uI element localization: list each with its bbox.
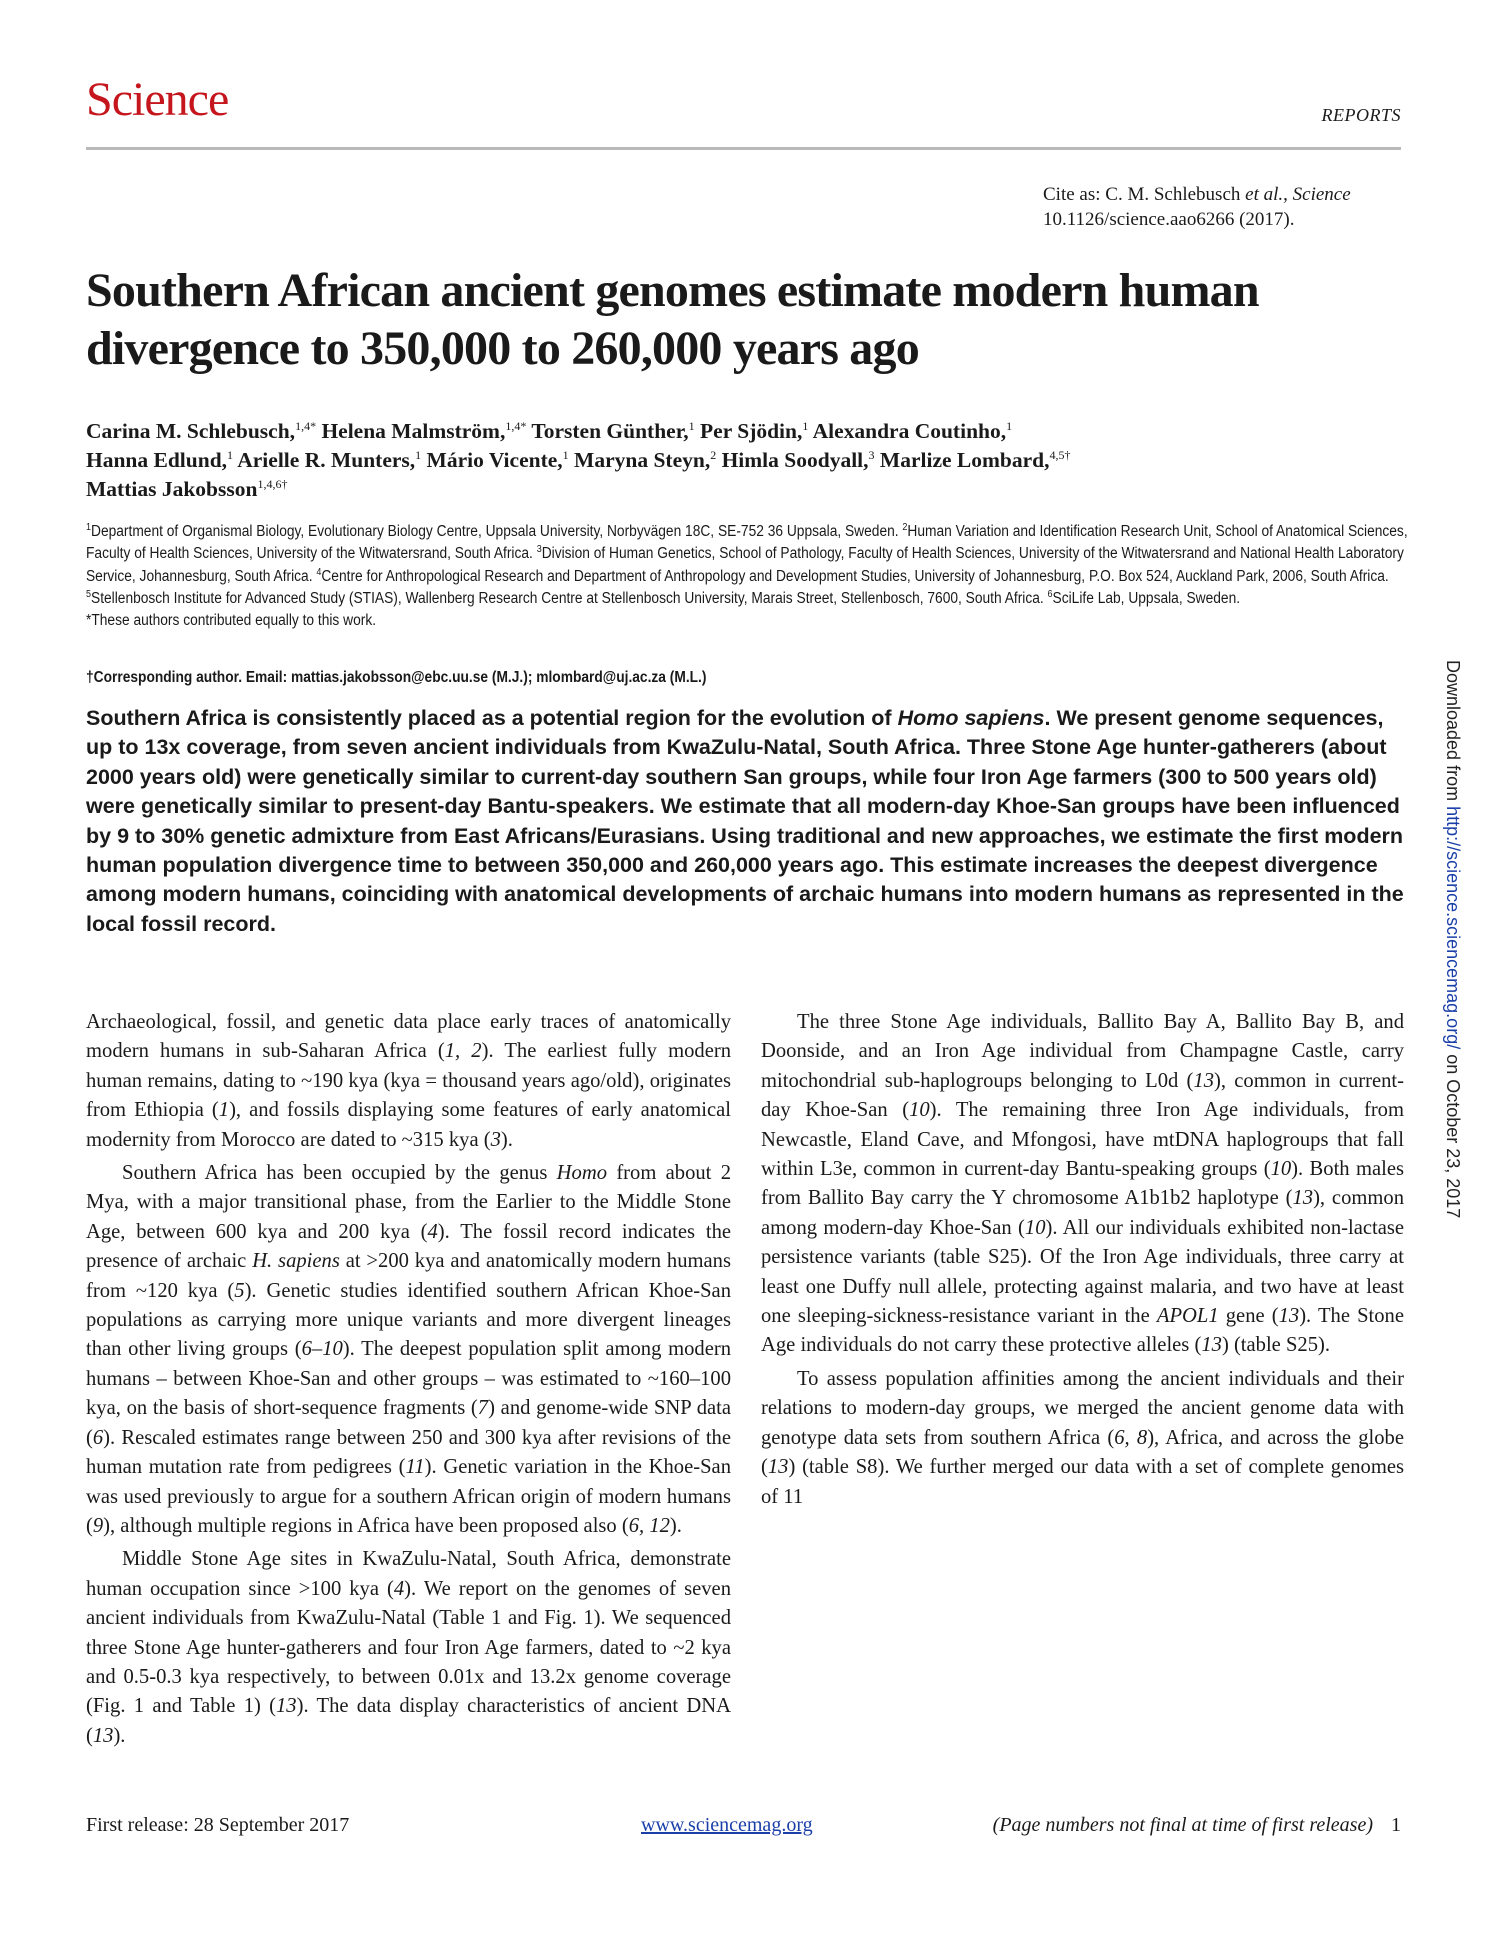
corresponding-author: †Corresponding author. Email: mattias.jakobsson@ebc.uu.se (M.J.); mlombard@uj.ac.za (M.L.) [86,669,707,686]
author-affiliation-marker: 1,4* [295,419,317,433]
download-link[interactable]: http://science.sciencemag.org/ [1443,806,1463,1050]
body-text-run: Archaeological, fossil, and genetic data place early traces of anatomically modern humans in sub-Saharan Africa ( [86,1011,731,1063]
body-text-run: ). The earliest fully modern human remains, dating to ~190 kya (kya = thousand years ago/old), originates from Ethiopia ( [86,1040,731,1122]
body-italic-ref: 11 [405,1456,425,1479]
affiliation-entry: Division of Human Genetics, School of Pathology, Faculty of Health Sciences, University of the Witwatersrand and National Health Laboratory Service, Johannesburg, South Africa. [86,545,1404,585]
body-paragraph-3 [86,1545,731,1751]
affiliation-entry: Human Variation and Identification Research Unit, School of Anatomical Sciences, Faculty of Health Sciences, University of the Witwatersrand, South Africa. [86,523,1408,563]
author-name-text: Carina M. Schlebusch, [86,419,296,443]
affiliation-entry: SciLife Lab, Uppsala, Sweden. [1052,589,1241,607]
author-name-text: Marlize Lombard, [879,448,1050,472]
body-text-run: from about 2 Mya, with a major transitional phase, from the Earlier to the Middle Stone Age, between 600 kya and 200 kya ( [86,1162,731,1243]
body-text-run: Middle Stone Age sites in KwaZulu-Natal, South Africa, demonstrate human occupation since >100 kya ( [86,1548,731,1600]
body-italic-ref: 10 [1024,1216,1046,1239]
body-italic-ref: 3 [490,1128,501,1151]
body-text-run: The three Stone Age individuals, Ballito Bay A, Ballito Bay B, and Doonside, and an Iron Age individual from Champagne Castle, carry mitochondrial sub-haplogroups belonging to L0d ( [761,1011,1404,1092]
body-column-left [86,1008,731,1755]
affiliation-number: 3 [536,544,542,556]
body-text-run: ). The remaining three Iron Age individuals, from Newcastle, Eland Cave, and Mfongosi, have mtDNA haplogroups that fall within L3e, common in current-day Bantu-speaking groups ( [761,1099,1405,1181]
author-name [427,448,569,472]
body-italic-ref: 10 [1270,1158,1292,1181]
citation-authors: Cite as: C. M. Schlebusch [1043,184,1246,205]
citation-journal: Science [1292,184,1351,205]
author-name [237,448,421,472]
section-label: REPORTS [1321,105,1401,125]
affiliation-text [86,521,1409,610]
body-text-run: ), Africa, and across the globe ( [761,1426,1404,1479]
author-name-text: Mário Vicente, [426,448,563,472]
page-number-note: (Page numbers not final at time of first release) [992,1814,1373,1836]
body-text-run: ). The fossil record indicates the presence of archaic [86,1220,732,1273]
equal-contribution-note: *These authors contributed equally to this work. [86,612,377,630]
author-affiliation-marker: 1 [562,448,569,462]
author-name-text: Per Sjödin, [700,419,803,443]
body-text-run: ), although multiple regions in Africa have been proposed also ( [103,1514,629,1537]
body-italic-ref: 13 [767,1456,789,1479]
body-text-run: Southern Africa has been occupied by the genus [122,1162,557,1185]
author-name-text: Alexandra Coutinho, [812,419,1007,443]
author-affiliation-marker: 1 [1006,419,1013,433]
download-note-prefix: Downloaded from [1443,660,1463,807]
author-affiliation-marker: 1 [415,448,422,462]
body-text-run: To assess population affinities among the ancient individuals and their relations to modern-day groups, we merged the ancient genome data with genotype data sets from southern Africa ( [761,1367,1404,1449]
article-title: Southern African ancient genomes estimate modern human divergence to 350,000 to 260,000 years ago [86,264,1259,375]
body-italic-ref: 4 [427,1220,438,1243]
body-text-run: ). Genetic variation in the Khoe-San was used previously to argue for a southern African origin of modern humans ( [86,1456,731,1537]
affiliations [86,521,1409,632]
affiliation-number: 4 [316,566,322,578]
body-text-run: ). [113,1724,126,1747]
affiliation-entry: Centre for Anthropological Research and Department of Anthropology and Development Studies, University of Johannesburg, P.O. Box 524, Auckland Park, 2006, South Africa. [321,567,1389,585]
affiliation-entry: Department of Organismal Biology, Evolutionary Biology Centre, Uppsala University, Norbyvägen 18C, SE-752 36 Uppsala, Sweden. [91,523,903,540]
author-affiliation-marker: 1,4,6† [257,477,288,491]
citation-line-1 [1001,182,1401,207]
body-column-right [761,1008,1404,1516]
affiliation-entry: Stellenbosch Institute for Advanced Study (STIAS), Wallenberg Research Centre at Stellenbosch University, Marais Street, Stellenbosch, 7600, South Africa. [91,589,1048,607]
body-italic-ref: 13 [1292,1187,1314,1210]
author-name [86,477,287,501]
body-italic-ref: 13 [1278,1305,1300,1328]
body-italic-ref: 7 [477,1397,489,1420]
body-text-run: ), and fossils displaying some features of early anatomical modernity from Morocco are dated to ~315 kya ( [86,1099,731,1151]
body-text-run: ), common in current-day Khoe-San ( [761,1069,1404,1122]
body-italic-ref: 1 [218,1099,230,1122]
body-italic-ref: 4 [393,1577,405,1600]
page-number: 1 [1391,1814,1401,1836]
author-affiliation-marker: 1 [227,448,234,462]
author-name [880,448,1071,472]
header-divider [86,147,1401,150]
body-paragraph-1 [86,1008,731,1155]
body-text-run: ). [500,1128,513,1151]
author-affiliation-marker: 1,4* [505,419,527,433]
author-name [86,419,316,443]
citation-block [1001,182,1401,232]
body-italic-ref: 6–10 [301,1338,343,1361]
body-text-run: ) and genome-wide SNP data ( [86,1397,731,1449]
body-paragraph-2 [86,1159,731,1541]
page-footer [86,1812,1401,1838]
body-italic-ref: 5 [234,1279,245,1302]
body-italic-ref: 6, 8 [1114,1426,1148,1449]
body-italic-ref: 6 [92,1426,104,1449]
abstract-species: Homo sapiens [897,706,1045,730]
body-paragraph-5 [761,1365,1404,1512]
author-name [813,419,1013,443]
body-text-run: ), common among modern-day Khoe-San ( [761,1187,1404,1239]
body-italic-ref: 1, 2 [444,1040,482,1063]
journal-link[interactable]: www.sciencemag.org [641,1814,813,1836]
author-affiliation-marker: 4,5† [1049,448,1071,462]
author-affiliation-marker: 1 [802,419,809,433]
author-name [86,448,233,472]
author-name [700,419,808,443]
citation-doi: 10.1126/science.aao6266 (2017). [1043,209,1295,230]
body-text-run: ). The Stone Age individuals do not carry these protective alleles ( [761,1305,1404,1357]
affiliation-number: 1 [86,522,92,533]
body-text-run: ). Rescaled estimates range between 250 and 300 kya after revisions of the human mutation rate from pedigrees ( [86,1426,731,1479]
body-text-run: ). We report on the genomes of seven ancient individuals from KwaZulu-Natal (Table 1 and Fig. 1). We sequenced three Stone Age hunter-gatherers and four Iron Age farmers, dated to ~2 kya and 0.5-0.3 kya respectively, to between 0.01x and 13.2x genome coverage (Fig. 1 and Table 1) ( [86,1577,731,1718]
download-note [1442,660,1464,1219]
journal-logo: Science [86,73,229,126]
author-name-text: Arielle R. Munters, [237,448,416,472]
release-date: First release: 28 September 2017 [86,1814,350,1836]
body-italic-ref: 6, 12 [628,1514,670,1537]
citation-separator: , [1283,184,1293,205]
body-italic-ref: 13 [1193,1069,1215,1092]
body-text-run: ). Both males from Ballito Bay carry the Y chromosome A1b1b2 haplotype ( [761,1158,1405,1210]
body-text-run: ). [669,1514,682,1537]
author-name-text: Torsten Günther, [531,419,689,443]
body-text-run: at >200 kya and anatomically modern humans from ~120 kya ( [86,1250,731,1302]
body-italic-ref: 13 [276,1695,297,1718]
author-name-text: Maryna Steyn, [574,448,711,472]
body-italic-ref: APOL1 [1156,1305,1219,1328]
author-name-text: Helena Malmström, [321,419,506,443]
abstract-text-1: Southern Africa is consistently placed as a potential region for the evolution of [86,706,898,730]
body-italic-ref: Homo [556,1162,608,1185]
author-name [722,448,875,472]
author-name-text: Mattias Jakobsson [86,477,258,501]
body-italic-ref: 13 [92,1724,114,1747]
author-list [86,417,1416,504]
affiliation-number: 6 [1047,588,1053,600]
body-text-run: ). All our individuals exhibited non-lactase persistence variants (table S25). Of the Iron Age individuals, three carry at least one Duffy null allele, protecting against malaria, and two have at least one sleeping-sickness-resistance variant in the [761,1216,1404,1328]
body-text-run: ) (table S8). We further merged our data with a set of complete genomes of 11 [761,1456,1404,1508]
body-italic-ref: 9 [92,1514,104,1537]
affiliation-number: 5 [86,588,92,600]
download-note-date: on October 23, 2017 [1443,1049,1463,1219]
author-affiliation-marker: 1 [688,419,695,433]
citation-etal: et al. [1245,184,1284,205]
author-name [531,419,694,443]
author-name [574,448,716,472]
author-affiliation-marker: 3 [868,448,875,462]
body-text-run: ). The data display characteristics of ancient DNA ( [86,1695,731,1747]
author-affiliation-marker: 2 [710,448,717,462]
body-italic-ref: 13 [1201,1334,1222,1357]
affiliation-number: 2 [902,522,908,533]
body-italic-ref: H. sapiens [252,1250,340,1273]
abstract-text-2: . We present genome sequences, up to 13x coverage, from seven ancient individuals from KwaZulu-Natal, South Africa. Three Stone Age hunter-gatherers (about 2000 years old) were genetically similar to current-day southern San groups, while four Iron Age farmers (300 to 500 years old) were genetically similar to present-day Bantu-speakers. We estimate that all modern-day Khoe-San groups have been influenced by 9 to 30% genetic admixture from East Africans/Eurasians. Using traditional and new approaches, we estimate the first modern human population divergence time to between 350,000 and 260,000 years ago. This estimate increases the deepest divergence among modern humans, coinciding with anatomical developments of archaic humans into modern humans as represented in the local fossil record. [86,706,1404,936]
body-paragraph-4 [761,1008,1404,1361]
body-italic-ref: 10 [909,1099,930,1122]
abstract [86,704,1406,939]
body-text-run: ) (table S25). [1221,1334,1331,1357]
body-text-run: ). The deepest population split among modern humans – between Khoe-San and other groups – was estimated to ~160–100 kya, on the basis of short-sequence fragments ( [86,1338,732,1420]
body-text-run: ). Genetic studies identified southern African Khoe-San populations as carrying more unique variants and more divergent lineages than other living groups ( [86,1279,731,1361]
body-text-run: gene ( [1218,1305,1279,1328]
author-name [321,419,526,443]
author-name-text: Himla Soodyall, [721,448,869,472]
author-name-text: Hanna Edlund, [86,448,228,472]
